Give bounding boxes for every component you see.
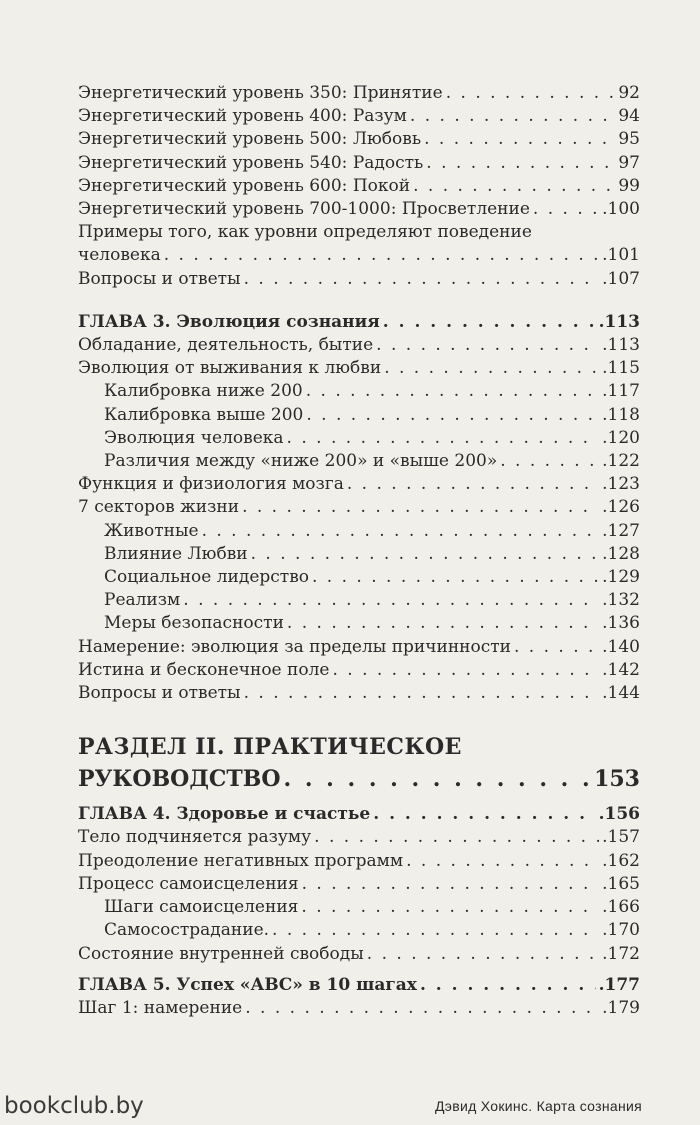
toc-entry — [78, 427, 640, 450]
chapter-page: .177 — [598, 974, 640, 995]
toc-entry-title: Состояние внутренней свободы — [78, 943, 364, 964]
toc-entry — [78, 589, 640, 612]
toc-entry-title: Калибровка ниже 200 — [104, 381, 303, 402]
section-title-line2: РУКОВОДСТВО — [78, 766, 281, 793]
toc-entry — [78, 919, 640, 942]
toc-group-chapter-5 — [78, 997, 640, 1020]
leader-dots — [420, 974, 596, 997]
leader-dots — [306, 404, 599, 427]
toc-entry — [78, 152, 640, 175]
leader-dots — [287, 612, 599, 635]
toc-entry — [78, 997, 640, 1020]
toc-entry-page: 94 — [618, 106, 640, 127]
toc-entry-wrapped — [78, 221, 640, 267]
toc-entry-page: .120 — [602, 427, 640, 448]
toc-entry-title: Энергетический уровень 700-1000: Просветление — [78, 199, 530, 220]
section-2-heading-line1: РАЗДЕЛ II. ПРАКТИЧЕСКОЕ — [78, 734, 462, 761]
toc-entry-page: .144 — [602, 683, 640, 704]
toc-entry-title: Эволюция от выживания к любви — [78, 358, 382, 379]
toc-entry-title: Энергетический уровень 350: Принятие — [78, 83, 443, 103]
toc-entry — [78, 334, 640, 357]
chapter-page: .156 — [598, 804, 640, 825]
leader-dots — [376, 334, 599, 357]
leader-dots — [244, 268, 600, 291]
toc-entry-page: .140 — [602, 636, 640, 657]
toc-entry-row — [78, 244, 640, 267]
toc-entry-title-line1: Примеры того, как уровни определяют поведение — [78, 222, 532, 243]
leader-dots — [383, 311, 596, 334]
toc-entry — [78, 682, 640, 705]
toc-entry-page: .136 — [602, 613, 640, 634]
toc-entry — [78, 520, 640, 543]
toc-entry — [78, 612, 640, 635]
toc-entry — [78, 543, 640, 566]
toc-group-chapter-4 — [78, 826, 640, 965]
toc-entry-page: .122 — [602, 451, 640, 472]
toc-entry — [78, 404, 640, 427]
toc-entry-page: 97 — [618, 152, 640, 173]
toc-entry-title: Самосострадание. — [104, 920, 270, 941]
toc-entry-page: .127 — [602, 520, 640, 541]
toc-entry-page: .129 — [602, 567, 640, 588]
toc-entry — [78, 636, 640, 659]
toc-entry-page: 95 — [618, 129, 640, 150]
toc-entry — [78, 826, 640, 849]
chapter-page: .113 — [598, 311, 640, 332]
toc-entry — [78, 566, 640, 589]
section-page: 153 — [594, 766, 640, 793]
toc-entry-page: 99 — [618, 175, 640, 196]
toc-entry — [78, 357, 640, 380]
chapter-title: ГЛАВА 4. Здоровье и счастье — [78, 804, 371, 825]
toc-entry — [78, 175, 640, 198]
leader-dots — [426, 152, 615, 175]
toc-entry-page: .170 — [602, 920, 640, 941]
leader-dots — [251, 543, 600, 566]
toc-entry — [78, 380, 640, 403]
toc-entry-title: Энергетический уровень 540: Радость — [78, 152, 424, 173]
toc-entry — [78, 943, 640, 966]
leader-dots — [413, 175, 615, 198]
toc-entry-title: 7 секторов жизни — [78, 497, 240, 518]
toc-entry-page: .179 — [602, 997, 640, 1018]
toc-entry-page: .123 — [602, 474, 640, 495]
toc-entry — [78, 496, 640, 519]
toc-entry — [78, 473, 640, 496]
leader-dots — [446, 82, 616, 105]
leader-dots — [242, 496, 599, 519]
toc-entry-page: 92 — [618, 83, 640, 103]
toc-entry-page: .115 — [602, 358, 640, 379]
toc-entry-page: .126 — [602, 497, 640, 518]
toc-entry-page: .100 — [602, 199, 640, 220]
leader-dots — [332, 659, 599, 682]
watermark: bookclub.by — [4, 1093, 144, 1119]
toc-entry — [78, 450, 640, 473]
toc-entry-title: Вопросы и ответы — [78, 683, 241, 704]
leader-dots — [183, 589, 599, 612]
toc-entry — [78, 896, 640, 919]
leader-dots — [301, 896, 599, 919]
toc-entry-title: Тело подчиняется разуму — [78, 827, 312, 848]
leader-dots — [287, 427, 600, 450]
toc-entry-title: Социальное лидерство — [104, 567, 309, 588]
toc-entry-page: .157 — [602, 827, 640, 848]
toc-entry-page: .118 — [602, 404, 640, 425]
toc-entry-title: Различия между «ниже 200» и «выше 200» — [104, 451, 498, 472]
toc-entry — [78, 850, 640, 873]
toc-entry-page: .162 — [602, 850, 640, 871]
toc-entry-title: Меры безопасности — [104, 613, 284, 634]
toc-entry-qa — [78, 268, 640, 291]
toc-entry-page: .113 — [602, 335, 640, 356]
toc-entry-title: Энергетический уровень 600: Покой — [78, 175, 411, 196]
toc-entry-title: Вопросы и ответы — [78, 268, 241, 289]
toc-group-chapter-3 — [78, 334, 640, 705]
toc-entry-page: .166 — [602, 897, 640, 918]
toc-entry-page: .117 — [602, 381, 640, 402]
toc-entry — [78, 105, 640, 128]
toc-entry — [78, 82, 640, 105]
toc-entry-page: .107 — [602, 268, 640, 289]
chapter-4-heading — [78, 803, 640, 826]
leader-dots — [406, 850, 599, 873]
leader-dots — [373, 803, 595, 826]
section-2-heading — [78, 763, 640, 795]
leader-dots — [384, 357, 599, 380]
leader-dots — [314, 826, 599, 849]
toc-entry-title: Обладание, деятельность, бытие — [78, 335, 374, 356]
chapter-3-heading — [78, 311, 640, 334]
toc-entry-title: Реализм — [104, 590, 181, 611]
toc-entry-title: Функция и физиология мозга — [78, 474, 344, 495]
toc-entry-title: Энергетический уровень 400: Разум — [78, 106, 407, 127]
toc-entry-page: .142 — [602, 659, 640, 680]
leader-dots — [202, 520, 600, 543]
toc-entry — [78, 198, 640, 221]
leader-dots — [312, 566, 599, 589]
chapter-title: ГЛАВА 3. Эволюция сознания — [78, 311, 380, 332]
leader-dots — [514, 636, 599, 659]
leader-dots — [306, 380, 599, 403]
chapter-title: ГЛАВА 5. Успех «АВС» в 10 шагах — [78, 974, 417, 995]
table-of-contents — [78, 82, 640, 1020]
toc-entry-title: Преодоление негативных программ — [78, 850, 404, 871]
toc-entry-title: Эволюция человека — [104, 427, 284, 448]
toc-entry-title: Процесс самоисцеления — [78, 873, 299, 894]
leader-dots — [410, 105, 615, 128]
toc-entry-title: Калибровка выше 200 — [104, 404, 304, 425]
leader-dots — [272, 919, 599, 942]
toc-entry-page: .128 — [602, 543, 640, 564]
toc-entry-title: Влияние Любви — [104, 543, 248, 564]
toc-group-energy-levels — [78, 82, 640, 221]
leader-dots — [500, 450, 599, 473]
toc-entry-title: Шаги самоисцеления — [104, 897, 299, 918]
toc-entry-page: .172 — [602, 943, 640, 964]
toc-entry-page: .132 — [602, 590, 640, 611]
toc-entry — [78, 873, 640, 896]
leader-dots — [284, 763, 592, 795]
toc-entry-title: Шаг 1: намерение — [78, 997, 243, 1018]
leader-dots — [302, 873, 600, 896]
leader-dots — [424, 128, 615, 151]
toc-entry — [78, 659, 640, 682]
toc-entry-page: .165 — [602, 873, 640, 894]
leader-dots — [347, 473, 599, 496]
toc-entry-title: Животные — [104, 520, 199, 541]
toc-entry-title: Истина и бесконечное поле — [78, 659, 330, 680]
toc-entry-title: Энергетический уровень 500: Любовь — [78, 129, 422, 150]
chapter-5-heading — [78, 974, 640, 997]
toc-entry-title: Намерение: эволюция за пределы причинности — [78, 636, 511, 657]
leader-dots — [244, 682, 600, 705]
toc-entry — [78, 128, 640, 151]
leader-dots — [533, 198, 599, 221]
leader-dots — [164, 244, 599, 267]
leader-dots — [245, 997, 599, 1020]
toc-entry-page: .101 — [602, 245, 640, 266]
toc-entry-title-line2: человека — [78, 245, 161, 266]
running-title: Дэвид Хокинс. Карта сознания — [435, 1098, 642, 1114]
leader-dots — [367, 943, 599, 966]
